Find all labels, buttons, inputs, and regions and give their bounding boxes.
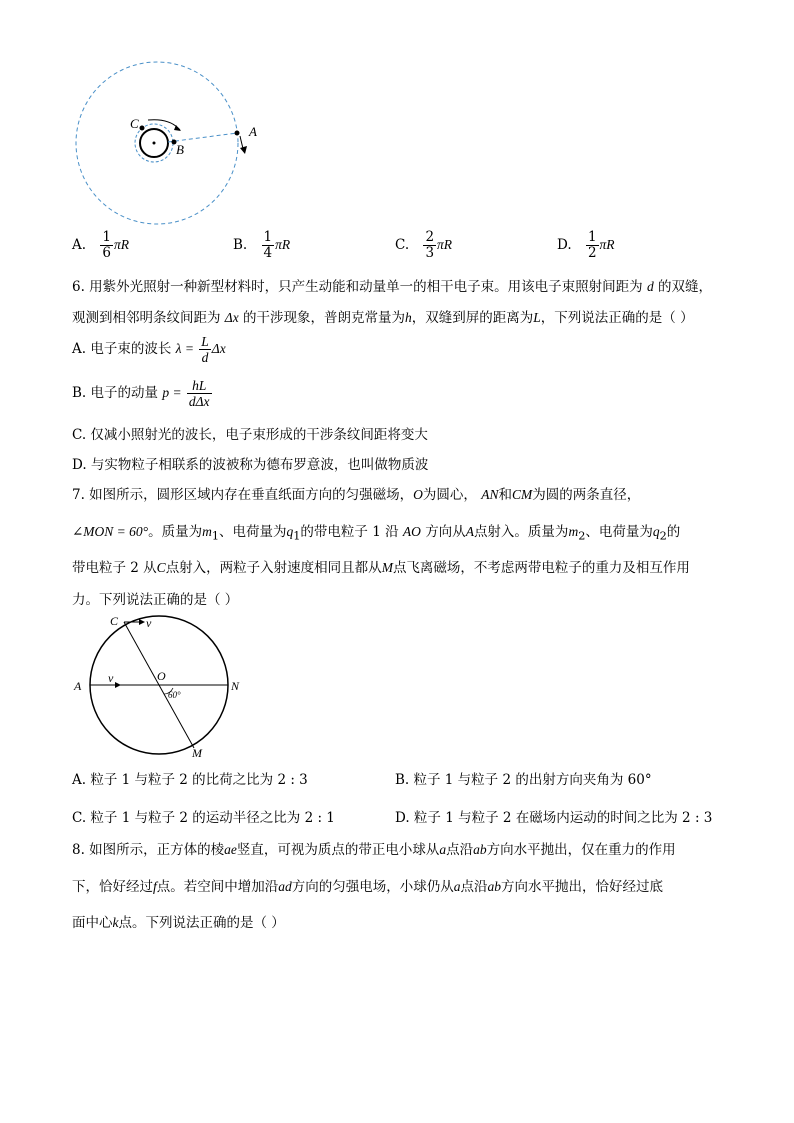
q5-option-d: D. $\frac{1}{2}$ πR — [557, 229, 615, 261]
fig2-label-angle: 60° — [168, 690, 181, 700]
q6-option-c: C. 仅减小照射光的波长，电子束形成的干涉条纹间距将变大 — [72, 427, 428, 443]
q7-option-c: C. 粒子 1 与粒子 2 的运动半径之比为 2 : 1 — [72, 810, 335, 826]
q7-stem-line1: 7. 如图所示，圆形区域内存在垂直纸面方向的匀强磁场，O为圆心， AN和CM为圆的两条直径， — [72, 487, 641, 503]
q7-stem-line2: ∠MON = 60°。质量为$m_1$、电荷量为$q_1$的带电粒子 1 沿 AO 方向从A点射入。质量为$m_2$、电荷量为$q_2$的 — [72, 524, 681, 543]
q7-option-d: D. 粒子 1 与粒子 2 在磁场内运动的时间之比为 2 : 3 — [395, 810, 713, 826]
fig2-label-A: A — [74, 679, 82, 693]
q6-option-d: D. 与实物粒子相联系的波被称为德布罗意波，也叫做物质波 — [72, 457, 429, 473]
label-C: C — [130, 116, 139, 131]
q6-option-a: A. 电子束的波长 λ = $\frac{L}{d}$ Δx — [72, 334, 226, 365]
fig2-label-N: N — [231, 679, 240, 693]
fig2-label-M: M — [192, 746, 202, 760]
fig2-label-v1: v — [146, 616, 152, 630]
q5-option-a: A. $\frac{1}{6}$ πR — [72, 229, 129, 261]
outer-orbit — [76, 62, 238, 224]
label-B: B — [176, 142, 184, 157]
center-dot — [153, 142, 156, 145]
fig2-label-C: C — [110, 614, 119, 628]
q7-stem-line4: 力。下列说法正确的是（ ） — [72, 592, 239, 608]
velocity-arrowhead-1 — [115, 682, 121, 688]
q6-stem-line1: 6. 用紫外光照射一种新型材料时，只产生动能和动量单一的相干电子束。用该电子束照射间距为 d 的双缝， — [72, 279, 713, 295]
q8-stem-line3: 面中心k点。下列说法正确的是（ ） — [72, 915, 285, 931]
fig2-label-O: O — [157, 669, 166, 683]
label-A: A — [249, 124, 257, 139]
q8-stem-line2: 下，恰好经过f点。若空间中增加沿ad方向的匀强电场，小球仍从a点沿ab方向水平抛出，恰好经过底 — [72, 879, 664, 895]
fig2-label-v2: v — [108, 671, 114, 685]
orbit-figure — [70, 60, 270, 230]
velocity-arrowhead-2 — [139, 619, 145, 625]
q5-option-b: B. $\frac{1}{4}$ πR — [233, 229, 291, 261]
q7-option-a: A. 粒子 1 与粒子 2 的比荷之比为 2 : 3 — [72, 772, 308, 788]
q6-stem-line2: 观测到相邻明条纹间距为 Δx 的干涉现象，普朗克常量为h，双缝到屏的距离为L，下列说法正确的是（ ） — [72, 310, 694, 326]
q5-option-c: C. $\frac{2}{3}$ πR — [395, 229, 453, 261]
q7-stem-line3: 带电粒子 2 从C点射入，两粒子入射速度相同且都从M点飞离磁场，不考虑两带电粒子的重力及相互作用 — [72, 560, 690, 576]
q6-option-b: B. 电子的动量 p = $\frac{hL}{\text{dΔx}}$ — [72, 378, 210, 409]
q7-option-b: B. 粒子 1 与粒子 2 的出射方向夹角为 60° — [395, 772, 652, 788]
link-line — [168, 133, 237, 142]
q8-stem-line1: 8. 如图所示，正方体的棱ae竖直，可视为质点的带正电小球从a点沿ab方向水平抛出，仅在重力的作用 — [72, 842, 676, 858]
outer-arrowhead — [240, 146, 247, 154]
point-C-dot — [140, 126, 145, 131]
point-A-dot — [235, 131, 240, 136]
field-figure — [68, 612, 248, 760]
